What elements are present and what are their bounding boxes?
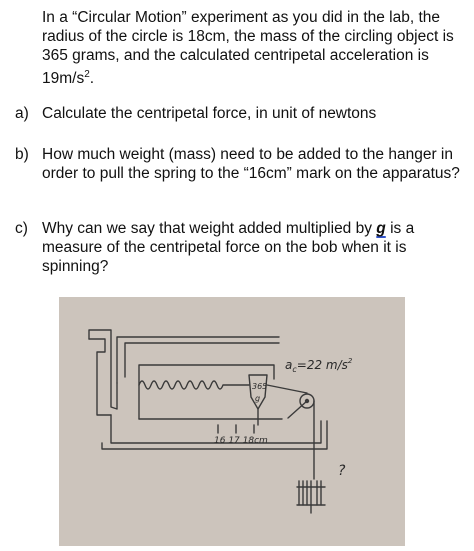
intro-text: In a “Circular Motion” experiment as you did in the lab, the radius of the circle is 18cm, the mass of the circling object is 365 grams, and the calculated centripetal acceleration is 19m/s — [42, 9, 454, 88]
problem-intro — [42, 8, 462, 88]
question-a — [15, 104, 462, 123]
question-c-text-before: Why can we say that weight added multiplied by — [42, 220, 377, 237]
gravity-symbol: g — [376, 220, 386, 237]
question-b-text: How much weight (mass) need to be added to the hanger in order to pull the spring to the “16cm” mark on the apparatus? — [42, 146, 460, 182]
bob-mass-label: 365 — [252, 382, 268, 391]
question-c — [15, 219, 462, 276]
question-b-letter: b) — [15, 146, 29, 163]
accel-label: $a_c=22$ $m/s^2$ — [285, 357, 353, 374]
intro-end: . — [89, 70, 95, 88]
apparatus-sketch — [59, 297, 405, 546]
question-b — [15, 145, 462, 183]
bob-unit-label: g — [255, 394, 261, 403]
intro-exponent: 2 — [84, 69, 90, 80]
question-c-letter: c) — [15, 220, 28, 237]
question-a-text: Calculate the centripetal force, in unit of newtons — [42, 105, 377, 122]
apparatus-photo — [59, 297, 405, 546]
unknown-mass-mark: ? — [338, 463, 346, 479]
question-a-letter: a) — [15, 105, 29, 122]
question-c-text-after: is a measure of the centripetal force on the bob when it is spinning? — [42, 220, 415, 275]
scale-marks: 16 17 18cm — [214, 436, 268, 446]
